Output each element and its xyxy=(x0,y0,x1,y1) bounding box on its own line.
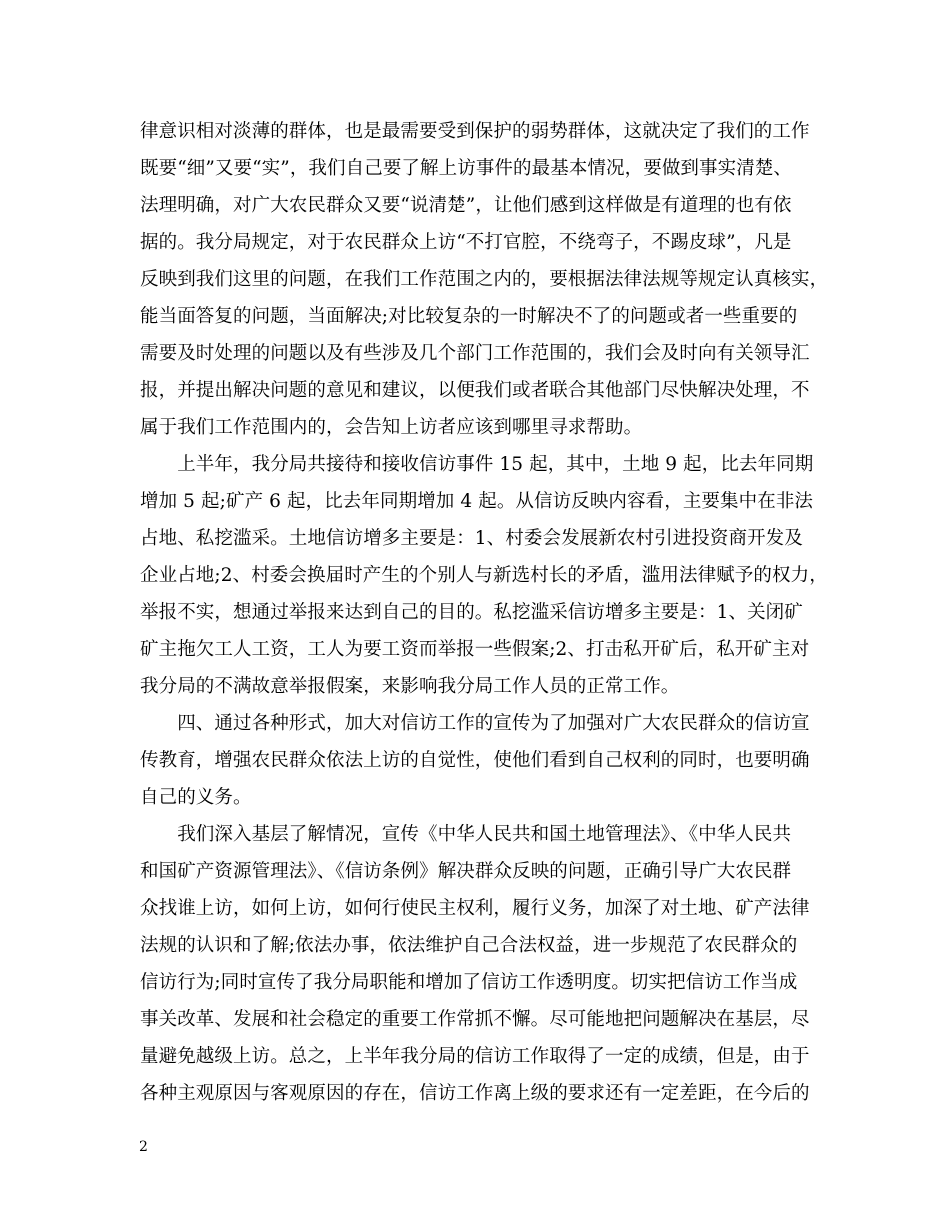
text-line: 四、通过各种形式，加大对信访工作的宣传为了加强对广大农民群众的信访宣 xyxy=(140,713,810,734)
text-line: 能当面答复的问题，当面解决;对比较复杂的一时解决不了的问题或者一些重要的 xyxy=(140,306,798,327)
text-line: 我们深入基层了解情况，宣传《中华人民共和国土地管理法》、《中华人民共 xyxy=(140,824,792,845)
text-line: 众找谁上访，如何上访，如何行使民主权利，履行义务，加深了对土地、矿产法律 xyxy=(140,898,810,919)
text-line: 占地、私挖滥采。土地信访增多主要是：1、村委会发展新农村引进投资商开发及 xyxy=(140,528,803,549)
text-line: 属于我们工作范围内的，会告知上访者应该到哪里寻求帮助。 xyxy=(140,417,643,438)
text-line: 法理明确，对广大农民群众又要“说清楚”，让他们感到这样做是有道理的也有依 xyxy=(140,195,792,216)
text-line: 事关改革、发展和社会稳定的重要工作常抓不懈。尽可能地把问题解决在基层，尽 xyxy=(140,1009,810,1030)
text-line: 反映到我们这里的问题，在我们工作范围之内的，要根据法律法规等规定认真核实， xyxy=(140,269,829,290)
text-line: 信访行为;同时宣传了我分局职能和增加了信访工作透明度。切实把信访工作当成 xyxy=(140,972,798,993)
text-line: 律意识相对淡薄的群体，也是最需要受到保护的弱势群体，这就决定了我们的工作 xyxy=(140,121,810,142)
page-number: 2 xyxy=(139,1139,148,1155)
text-line: 增加 5 起;矿产 6 起，比去年同期增加 4 起。从信访反映内容看，主要集中在非法 xyxy=(140,491,814,512)
text-line: 举报不实，想通过举报来达到自己的目的。私挖滥采信访增多主要是：1、关闭矿 xyxy=(140,602,803,623)
text-line: 和国矿产资源管理法》、《信访条例》解决群众反映的问题，正确引导广大农民群 xyxy=(140,861,792,882)
text-line: 上半年，我分局共接待和接收信访事件 15 起，其中，土地 9 起，比去年同期 xyxy=(140,454,814,475)
text-line: 各种主观原因与客观原因的存在，信访工作离上级的要求还有一定差距，在今后的 xyxy=(140,1083,810,1104)
text-line: 自己的义务。 xyxy=(140,787,252,808)
text-line: 量避免越级上访。总之，上半年我分局的信访工作取得了一定的成绩，但是，由于 xyxy=(140,1046,810,1067)
text-line: 法规的认识和了解;依法办事，依法维护自己合法权益，进一步规范了农民群众的 xyxy=(140,935,798,956)
text-line: 矿主拖欠工人工资，工人为要工资而举报一些假案;2、打击私开矿后，私开矿主对 xyxy=(140,639,810,660)
text-line: 需要及时处理的问题以及有些涉及几个部门工作范围的，我们会及时向有关领导汇 xyxy=(140,343,810,364)
text-line: 传教育，增强农民群众依法上访的自觉性，使他们看到自己权利的同时，也要明确 xyxy=(140,750,810,771)
text-line: 我分局的不满故意举报假案，来影响我分局工作人员的正常工作。 xyxy=(140,676,680,697)
text-line: 既要“细”又要“实”，我们自己要了解上访事件的最基本情况，要做到事实清楚、 xyxy=(140,158,793,179)
text-line: 企业占地;2、村委会换届时产生的个别人与新选村长的矛盾，滥用法律赋予的权力， xyxy=(140,565,828,586)
text-line: 据的。我分局规定，对于农民群众上访“不打官腔，不绕弯子，不踢皮球”，凡是 xyxy=(140,232,792,253)
text-line: 报，并提出解决问题的意见和建议，以便我们或者联合其他部门尽快解决处理，不 xyxy=(140,380,810,401)
